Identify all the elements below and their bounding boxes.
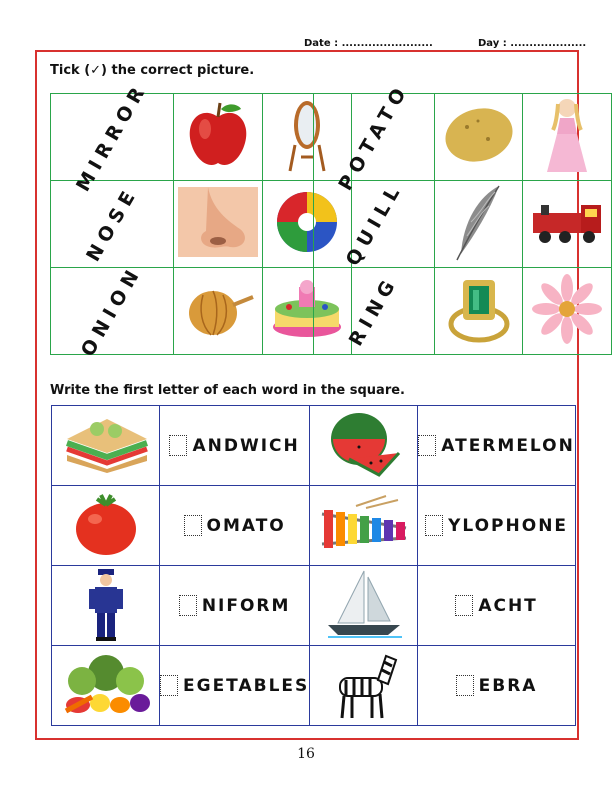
- word-label: NIFORM: [201, 595, 291, 616]
- word-label: ANDWICH: [192, 435, 300, 456]
- word-cell: [51, 78, 174, 196]
- onion-image[interactable]: [174, 268, 263, 355]
- answer-box[interactable]: [184, 515, 202, 536]
- vegetables-image: [52, 646, 160, 726]
- word-cell: [418, 646, 576, 726]
- word-label: ONION: [77, 261, 147, 361]
- doll-image[interactable]: [523, 94, 612, 181]
- word-cell: [314, 79, 435, 195]
- letter-table: [51, 405, 576, 726]
- answer-box[interactable]: [160, 675, 178, 696]
- tick-grid-left: [50, 78, 352, 361]
- word-cell: [418, 566, 576, 646]
- day-label: Day : ....................: [478, 38, 587, 49]
- apple-image[interactable]: [174, 94, 263, 181]
- uniform-image: [52, 566, 160, 646]
- word-cell: [160, 486, 310, 566]
- date-label: Date : ........................: [304, 38, 433, 49]
- word-label: RING: [345, 272, 403, 350]
- word-label: EBRA: [478, 675, 538, 696]
- sandwich-image: [52, 406, 160, 486]
- quill-image[interactable]: [434, 181, 522, 268]
- tomato-image: [52, 486, 160, 566]
- xylophone-image: [310, 486, 418, 566]
- answer-box[interactable]: [418, 435, 436, 456]
- word-label: EGETABLES: [183, 675, 310, 696]
- word-label: QUILL: [341, 178, 407, 270]
- potato-image[interactable]: [434, 94, 522, 181]
- answer-box[interactable]: [169, 435, 187, 456]
- word-label: OMATO: [206, 515, 286, 536]
- word-label: ACHT: [478, 595, 538, 616]
- page-number: 16: [297, 746, 315, 762]
- word-cell: [160, 566, 310, 646]
- word-label: NOSE: [81, 182, 143, 266]
- word-label: YLOPHONE: [448, 515, 569, 536]
- section2-heading: Write the first letter of each word in the square.: [50, 383, 405, 398]
- word-cell: [418, 406, 576, 486]
- flower-image[interactable]: [523, 268, 612, 355]
- answer-box[interactable]: [179, 595, 197, 616]
- ring-image[interactable]: [434, 268, 522, 355]
- word-cell: [51, 181, 174, 268]
- section1-heading: Tick (✓) the correct picture.: [50, 63, 255, 78]
- word-label: POTATO: [334, 79, 414, 195]
- word-cell: [160, 646, 310, 726]
- nose-image[interactable]: [174, 181, 263, 268]
- word-cell: [51, 261, 174, 361]
- answer-box[interactable]: [455, 595, 473, 616]
- word-label: MIRROR: [71, 78, 153, 196]
- answer-box[interactable]: [456, 675, 474, 696]
- train-image[interactable]: [523, 181, 612, 268]
- tick-grid-right: [313, 79, 612, 355]
- word-cell: [314, 268, 435, 355]
- word-cell: [418, 486, 576, 566]
- word-cell: [314, 178, 435, 270]
- zebra-image: [310, 646, 418, 726]
- answer-box[interactable]: [425, 515, 443, 536]
- word-cell: [160, 406, 310, 486]
- yacht-image: [310, 566, 418, 646]
- word-label: ATERMELON: [441, 435, 575, 456]
- watermelon-image: [310, 406, 418, 486]
